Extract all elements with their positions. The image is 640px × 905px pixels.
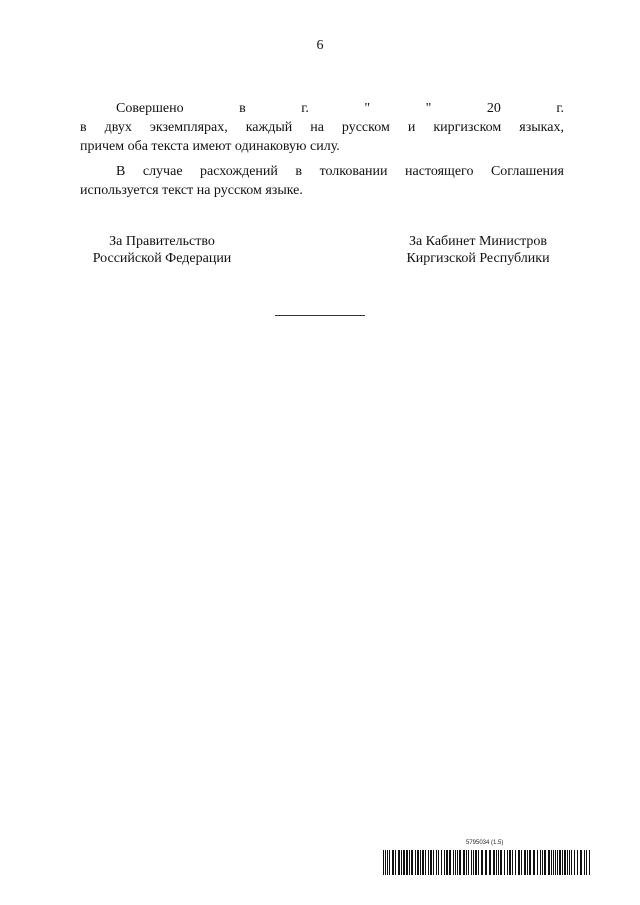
barcode-bar xyxy=(433,850,434,875)
barcode-bar xyxy=(406,850,408,875)
barcode-bar xyxy=(507,850,508,875)
barcode-graphic xyxy=(383,850,591,875)
signature-party: Киргизской Республики xyxy=(406,251,550,266)
barcode-bar xyxy=(449,850,451,875)
barcode-bar xyxy=(466,850,467,875)
interpretation-paragraph xyxy=(80,162,564,200)
barcode xyxy=(383,850,591,875)
signature-label: За Правительство xyxy=(109,234,215,249)
barcode-bar xyxy=(521,850,522,875)
barcode-bar xyxy=(389,850,390,875)
word: каждый xyxy=(245,120,293,135)
barcode-bar xyxy=(542,850,543,875)
barcode-bar xyxy=(571,850,572,875)
word: 20 xyxy=(486,101,501,116)
word: в xyxy=(239,101,246,116)
execution-line-2 xyxy=(80,118,564,137)
barcode-bar xyxy=(387,850,388,875)
barcode-bar xyxy=(403,850,405,875)
signature-label: За Кабинет Министров xyxy=(408,234,548,249)
barcode-bar xyxy=(574,850,575,875)
word: г. xyxy=(301,101,309,116)
barcode-bar xyxy=(498,850,499,875)
barcode-bar xyxy=(551,850,552,875)
signature-block-kyrgyzstan xyxy=(392,233,564,267)
execution-line-1 xyxy=(80,99,564,118)
word: В xyxy=(116,164,126,179)
barcode-bar xyxy=(540,850,541,875)
barcode-bar xyxy=(584,850,585,875)
barcode-bar xyxy=(446,850,448,875)
end-divider xyxy=(275,315,365,316)
barcode-bar xyxy=(559,850,561,875)
barcode-bar xyxy=(383,850,384,875)
barcode-bar xyxy=(569,850,570,875)
barcode-bar xyxy=(555,850,556,875)
barcode-bar xyxy=(395,850,396,875)
word: Соглашения xyxy=(490,164,564,179)
word: на xyxy=(310,120,324,135)
barcode-bar xyxy=(475,850,477,875)
word: случае xyxy=(142,164,183,179)
barcode-bar xyxy=(481,850,483,875)
barcode-bar xyxy=(436,850,437,875)
word: двух xyxy=(104,120,132,135)
word: толковании xyxy=(319,164,388,179)
barcode-bar xyxy=(385,850,386,875)
barcode-bar xyxy=(533,850,535,875)
barcode-bar xyxy=(564,850,566,875)
word: и xyxy=(407,120,416,135)
word: " xyxy=(425,101,432,116)
barcode-bar xyxy=(512,850,513,875)
word: Совершено xyxy=(116,101,184,116)
word: расхождений xyxy=(200,164,278,179)
word: настоящего xyxy=(405,164,474,179)
interpretation-line-1 xyxy=(80,162,564,181)
barcode-bar xyxy=(463,850,465,875)
barcode-bar xyxy=(453,850,454,875)
barcode-bar xyxy=(478,850,479,875)
barcode-bar xyxy=(548,850,550,875)
barcode-bar xyxy=(471,850,472,875)
barcode-bar xyxy=(580,850,582,875)
barcode-bar xyxy=(589,850,590,875)
barcode-bar xyxy=(524,850,526,875)
barcode-bar xyxy=(562,850,563,875)
barcode-bar xyxy=(455,850,456,875)
signature-party: Российской Федерации xyxy=(92,251,232,266)
barcode-bar xyxy=(430,850,432,875)
word: языках, xyxy=(519,120,564,135)
word: " xyxy=(364,101,371,116)
word: г. xyxy=(556,101,564,116)
barcode-bar xyxy=(515,850,516,875)
barcode-bar xyxy=(577,850,578,875)
barcode-bar xyxy=(509,850,511,875)
barcode-bar xyxy=(420,850,421,875)
page-number: 6 xyxy=(316,38,324,53)
barcode-bar xyxy=(537,850,538,875)
barcode-bar xyxy=(438,850,439,875)
barcode-bar xyxy=(398,850,400,875)
word: в xyxy=(295,164,303,179)
barcode-bar xyxy=(415,850,416,875)
barcode-bar xyxy=(557,850,558,875)
execution-paragraph xyxy=(80,99,564,156)
barcode-bar xyxy=(422,850,424,875)
document-code: 5795034 (1.5) xyxy=(466,840,504,846)
barcode-bar xyxy=(493,850,495,875)
barcode-bar xyxy=(500,850,502,875)
barcode-bar xyxy=(457,850,458,875)
barcode-bar xyxy=(417,850,419,875)
barcode-bar xyxy=(544,850,546,875)
barcode-bar xyxy=(409,850,410,875)
signature-block-russia xyxy=(82,233,242,267)
word: киргизском xyxy=(433,120,502,135)
word: в xyxy=(80,120,87,135)
interpretation-line-2: используется текст на русском языке. xyxy=(80,183,303,198)
barcode-bar xyxy=(441,850,442,875)
barcode-bar xyxy=(401,850,402,875)
barcode-bar xyxy=(527,850,528,875)
barcode-bar xyxy=(496,850,497,875)
barcode-bar xyxy=(485,850,487,875)
barcode-bar xyxy=(504,850,505,875)
barcode-bar xyxy=(489,850,491,875)
barcode-bar xyxy=(586,850,587,875)
barcode-bar xyxy=(473,850,474,875)
barcode-bar xyxy=(428,850,429,875)
barcode-bar xyxy=(468,850,469,875)
execution-line-3: причем оба текста имеют одинаковую силу. xyxy=(80,139,340,154)
barcode-bar xyxy=(553,850,554,875)
barcode-bar xyxy=(567,850,568,875)
barcode-bar xyxy=(444,850,445,875)
barcode-bar xyxy=(425,850,426,875)
word: русском xyxy=(341,120,390,135)
word: экземплярах, xyxy=(149,120,228,135)
barcode-bar xyxy=(459,850,461,875)
barcode-bar xyxy=(529,850,531,875)
barcode-bar xyxy=(518,850,520,875)
barcode-bar xyxy=(411,850,413,875)
barcode-bar xyxy=(392,850,394,875)
